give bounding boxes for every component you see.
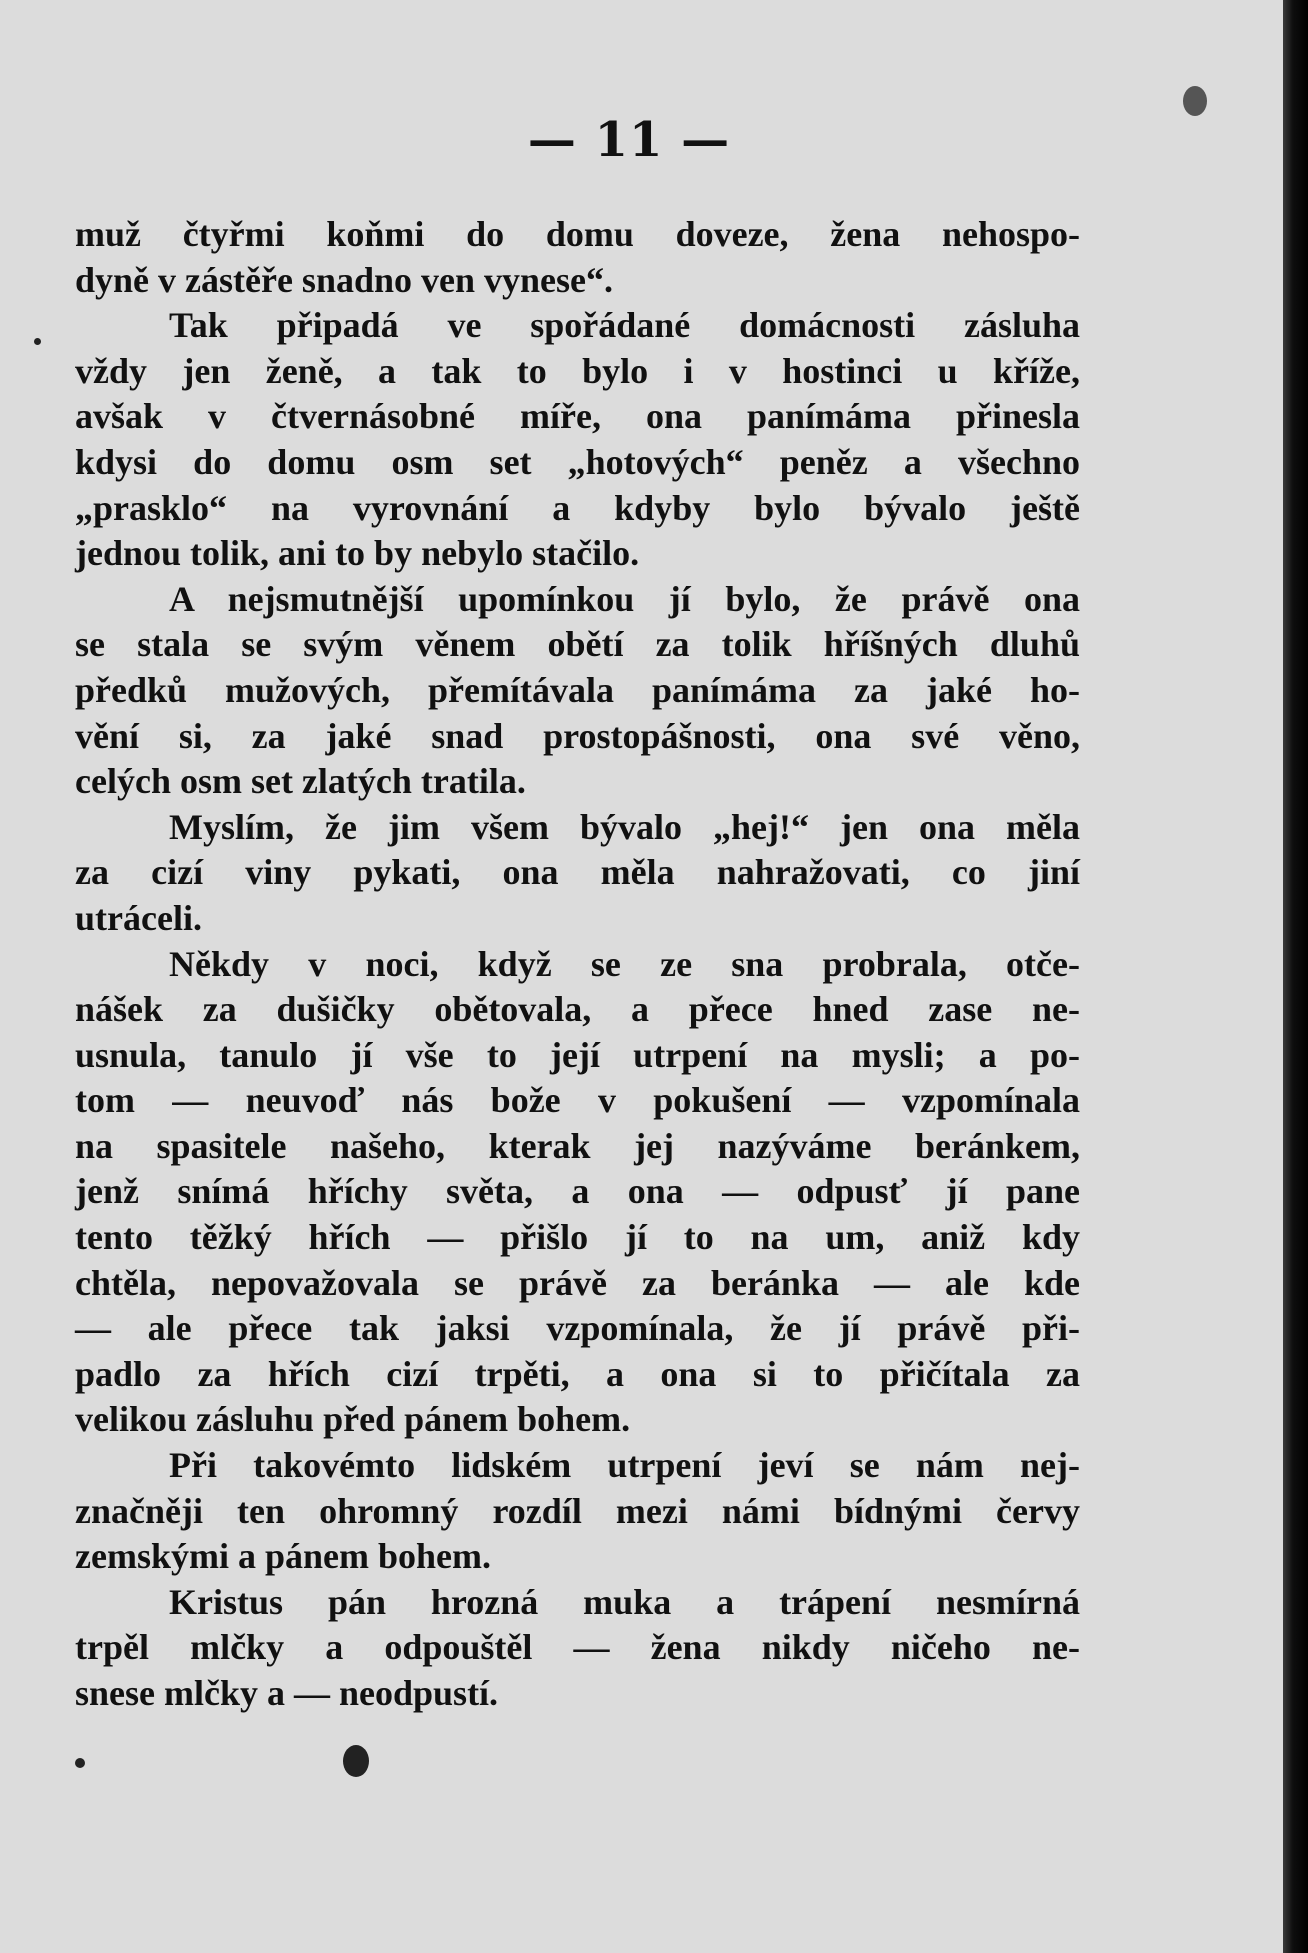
text-line: celých osm set zlatých tratila.	[75, 761, 526, 802]
page-edge-shadow	[1283, 0, 1308, 1953]
text-line: Kristus pán hrozná muka a trápení nesmírná	[169, 1581, 1080, 1622]
text-line: „prasklo“ na vyrovnání a kdyby bylo bývalo ještě	[75, 487, 1080, 528]
text-line: kdysi do domu osm set „hotových“ peněz a všechno	[75, 441, 1080, 482]
text-line: utráceli.	[75, 897, 202, 938]
text-line: Tak připadá ve spořádané domácnosti zásluha	[169, 305, 1080, 346]
ink-speck	[75, 1758, 85, 1768]
text-line: A nejsmutnější upomínkou jí bylo, že právě ona	[169, 578, 1080, 619]
text-line: padlo za hřích cizí trpěti, a ona si to přičítala za	[75, 1353, 1080, 1394]
text-line: velikou zásluhu před pánem bohem.	[75, 1399, 631, 1440]
ink-speck	[34, 338, 41, 345]
body-text	[75, 212, 1080, 1717]
text-line: jenž snímá hříchy světa, a ona — odpusť jí pane	[75, 1171, 1080, 1212]
text-line: zemskými a pánem bohem.	[75, 1536, 491, 1577]
text-line: se stala se svým věnem obětí za tolik hříšných dluhů	[75, 624, 1080, 665]
ink-speck	[1183, 86, 1207, 116]
text-line: za cizí viny pykati, ona měla nahražovati, co jiní	[75, 852, 1080, 893]
text-line: — ale přece tak jaksi vzpomínala, že jí právě při-	[75, 1308, 1080, 1349]
text-line: snese mlčky a — neodpustí.	[75, 1673, 499, 1713]
text-line: na spasitele našeho, kterak jej nazýváme beránkem,	[75, 1125, 1080, 1166]
text-line: tento těžký hřích — přišlo jí to na um, aniž kdy	[75, 1217, 1080, 1258]
text-line: trpěl mlčky a odpouštěl — žena nikdy ničeho ne-	[75, 1627, 1080, 1668]
text-line: dyně v zástěře snadno ven vynese“.	[75, 259, 613, 300]
text-line: vění si, za jaké snad prostopášnosti, ona své věno,	[75, 715, 1080, 756]
page-number: — 11 —	[527, 112, 731, 168]
text-line: nášek za dušičky obětovala, a přece hned zase ne-	[75, 989, 1080, 1030]
text-line: Při takovémto lidském utrpení jeví se nám nej-	[169, 1445, 1080, 1486]
text-line: předků mužových, přemítávala panímáma za jaké ho-	[75, 669, 1080, 710]
text-line: Myslím, že jim všem bývalo „hej!“ jen ona měla	[169, 806, 1080, 847]
text-line: vždy jen ženě, a tak to bylo i v hostinci u kříže,	[75, 350, 1080, 391]
text-line: chtěla, nepovažovala se právě za beránka — ale kde	[75, 1262, 1080, 1303]
ink-speck	[343, 1745, 369, 1777]
text-line: jednou tolik, ani to by nebylo stačilo.	[75, 533, 640, 574]
text-line: usnula, tanulo jí vše to její utrpení na mysli; a po-	[75, 1034, 1080, 1075]
text-line: značněji ten ohromný rozdíl mezi námi bídnými červy	[75, 1490, 1080, 1531]
text-line: avšak v čtvernásobné míře, ona panímáma přinesla	[75, 396, 1080, 437]
text-line: tom — neuvoď nás bože v pokušení — vzpomínala	[75, 1080, 1080, 1121]
text-line: Někdy v noci, když se ze sna probrala, otče-	[169, 943, 1080, 984]
text-line: muž čtyřmi koňmi do domu doveze, žena nehospo-	[75, 214, 1080, 254]
